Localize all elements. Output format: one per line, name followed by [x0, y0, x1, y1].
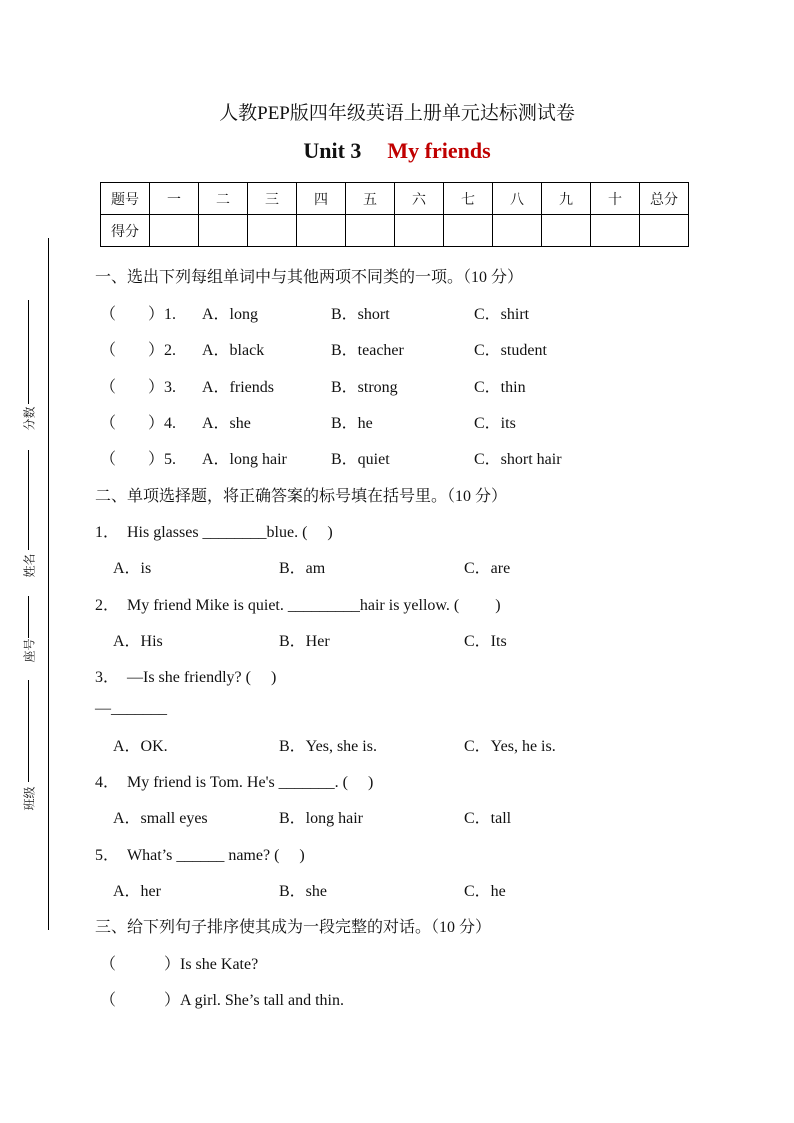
score-cell: 二 [199, 183, 248, 215]
option-b: B．she [279, 883, 328, 900]
class-fill-line[interactable] [28, 680, 29, 782]
score-input-cell[interactable] [395, 215, 444, 247]
answer-bracket[interactable]: （ ）2. [100, 342, 177, 359]
score-input-cell[interactable] [297, 215, 346, 247]
dialogue-line-1[interactable]: （ ）Is she Kate? [100, 956, 259, 973]
option-a: A．she [202, 415, 251, 432]
section2-question-5-stem[interactable]: 5． What’s ______ name? ( ) [95, 847, 305, 864]
answer-bracket[interactable]: （ ）5. [100, 451, 177, 468]
option-a: A．black [202, 342, 265, 359]
score-table [100, 182, 689, 247]
option-a: A．friends [202, 379, 274, 396]
answer-bracket[interactable]: （ ）1. [100, 306, 177, 323]
score-cell: 三 [248, 183, 297, 215]
option-a: A．OK. [113, 738, 168, 755]
score-cell: 得分 [101, 215, 150, 247]
score-cell: 六 [395, 183, 444, 215]
class-label: 班级 [22, 786, 37, 811]
option-c: C．Yes, he is. [464, 738, 556, 755]
score-input-cell[interactable] [444, 215, 493, 247]
section2-question-4-stem[interactable]: 4． My friend is Tom. He's _______. ( ) [95, 774, 374, 791]
score-cell: 九 [542, 183, 591, 215]
option-c: C．shirt [474, 306, 530, 323]
dialogue-line-2[interactable]: （ ）A girl. She’s tall and thin. [100, 992, 344, 1009]
score-label: 分数 [22, 406, 37, 431]
score-cell: 四 [297, 183, 346, 215]
name-fill-line[interactable] [28, 450, 29, 550]
score-input-cell[interactable] [640, 215, 689, 247]
page-title: 人教PEP版四年级英语上册单元达标测试卷 [219, 103, 575, 124]
option-b: B．strong [331, 379, 398, 396]
option-b: B．long hair [279, 810, 363, 827]
score-input-cell[interactable] [346, 215, 395, 247]
score-cell: 一 [150, 183, 199, 215]
section2-heading: 二、单项选择题，将正确答案的标号填在括号里。（10 分） [95, 488, 508, 505]
score-cell: 五 [346, 183, 395, 215]
option-b: B．am [279, 560, 326, 577]
option-c: C．its [474, 415, 516, 432]
binding-margin-line [48, 238, 49, 930]
option-c: C．thin [474, 379, 526, 396]
name-label: 姓名 [22, 553, 37, 578]
option-a: A．long hair [202, 451, 287, 468]
option-c: C．tall [464, 810, 512, 827]
score-input-cell[interactable] [248, 215, 297, 247]
option-b: B．short [331, 306, 390, 323]
option-c: C．student [474, 342, 547, 359]
unit-title: My friends [387, 138, 491, 163]
seat-fill-line[interactable] [28, 596, 29, 638]
answer-bracket[interactable]: （ ）3. [100, 379, 177, 396]
score-input-cell[interactable] [542, 215, 591, 247]
score-fill-line[interactable] [28, 300, 29, 404]
unit-heading [0, 138, 794, 164]
score-table-score-row [101, 215, 689, 247]
option-a: A．her [113, 883, 161, 900]
section3-heading: 三、给下列句子排序使其成为一段完整的对话。（10 分） [95, 919, 492, 936]
section1-heading: 一、选出下列每组单词中与其他两项不同类的一项。（10 分） [95, 269, 524, 286]
option-c: C．Its [464, 633, 507, 650]
option-c: C．he [464, 883, 506, 900]
option-b: B．he [331, 415, 373, 432]
option-b: B．Yes, she is. [279, 738, 377, 755]
option-c: C．are [464, 560, 511, 577]
option-b: B．teacher [331, 342, 404, 359]
section2-question-2-stem[interactable]: 2． My friend Mike is quiet. _________hair is yellow. ( ) [95, 597, 501, 614]
option-a: A．long [202, 306, 259, 323]
option-a: A．is [113, 560, 152, 577]
option-a: A．small eyes [113, 810, 208, 827]
score-cell: 十 [591, 183, 640, 215]
score-input-cell[interactable] [493, 215, 542, 247]
score-cell: 题号 [101, 183, 150, 215]
option-b: B．Her [279, 633, 330, 650]
option-b: B．quiet [331, 451, 390, 468]
score-cell: 总分 [640, 183, 689, 215]
seat-label: 座号 [22, 638, 37, 663]
section2-question-3-answer-line[interactable]: —_______ [95, 700, 167, 717]
score-input-cell[interactable] [591, 215, 640, 247]
score-cell: 七 [444, 183, 493, 215]
score-table-header-row [101, 183, 689, 215]
unit-number: Unit 3 [303, 138, 362, 163]
score-input-cell[interactable] [150, 215, 199, 247]
answer-bracket[interactable]: （ ）4. [100, 415, 177, 432]
section2-question-1-stem[interactable]: 1． His glasses ________blue. ( ) [95, 524, 333, 541]
option-a: A．His [113, 633, 163, 650]
score-cell: 八 [493, 183, 542, 215]
section2-question-3-stem[interactable]: 3． —Is she friendly? ( ) [95, 669, 277, 686]
score-input-cell[interactable] [199, 215, 248, 247]
option-c: C．short hair [474, 451, 562, 468]
